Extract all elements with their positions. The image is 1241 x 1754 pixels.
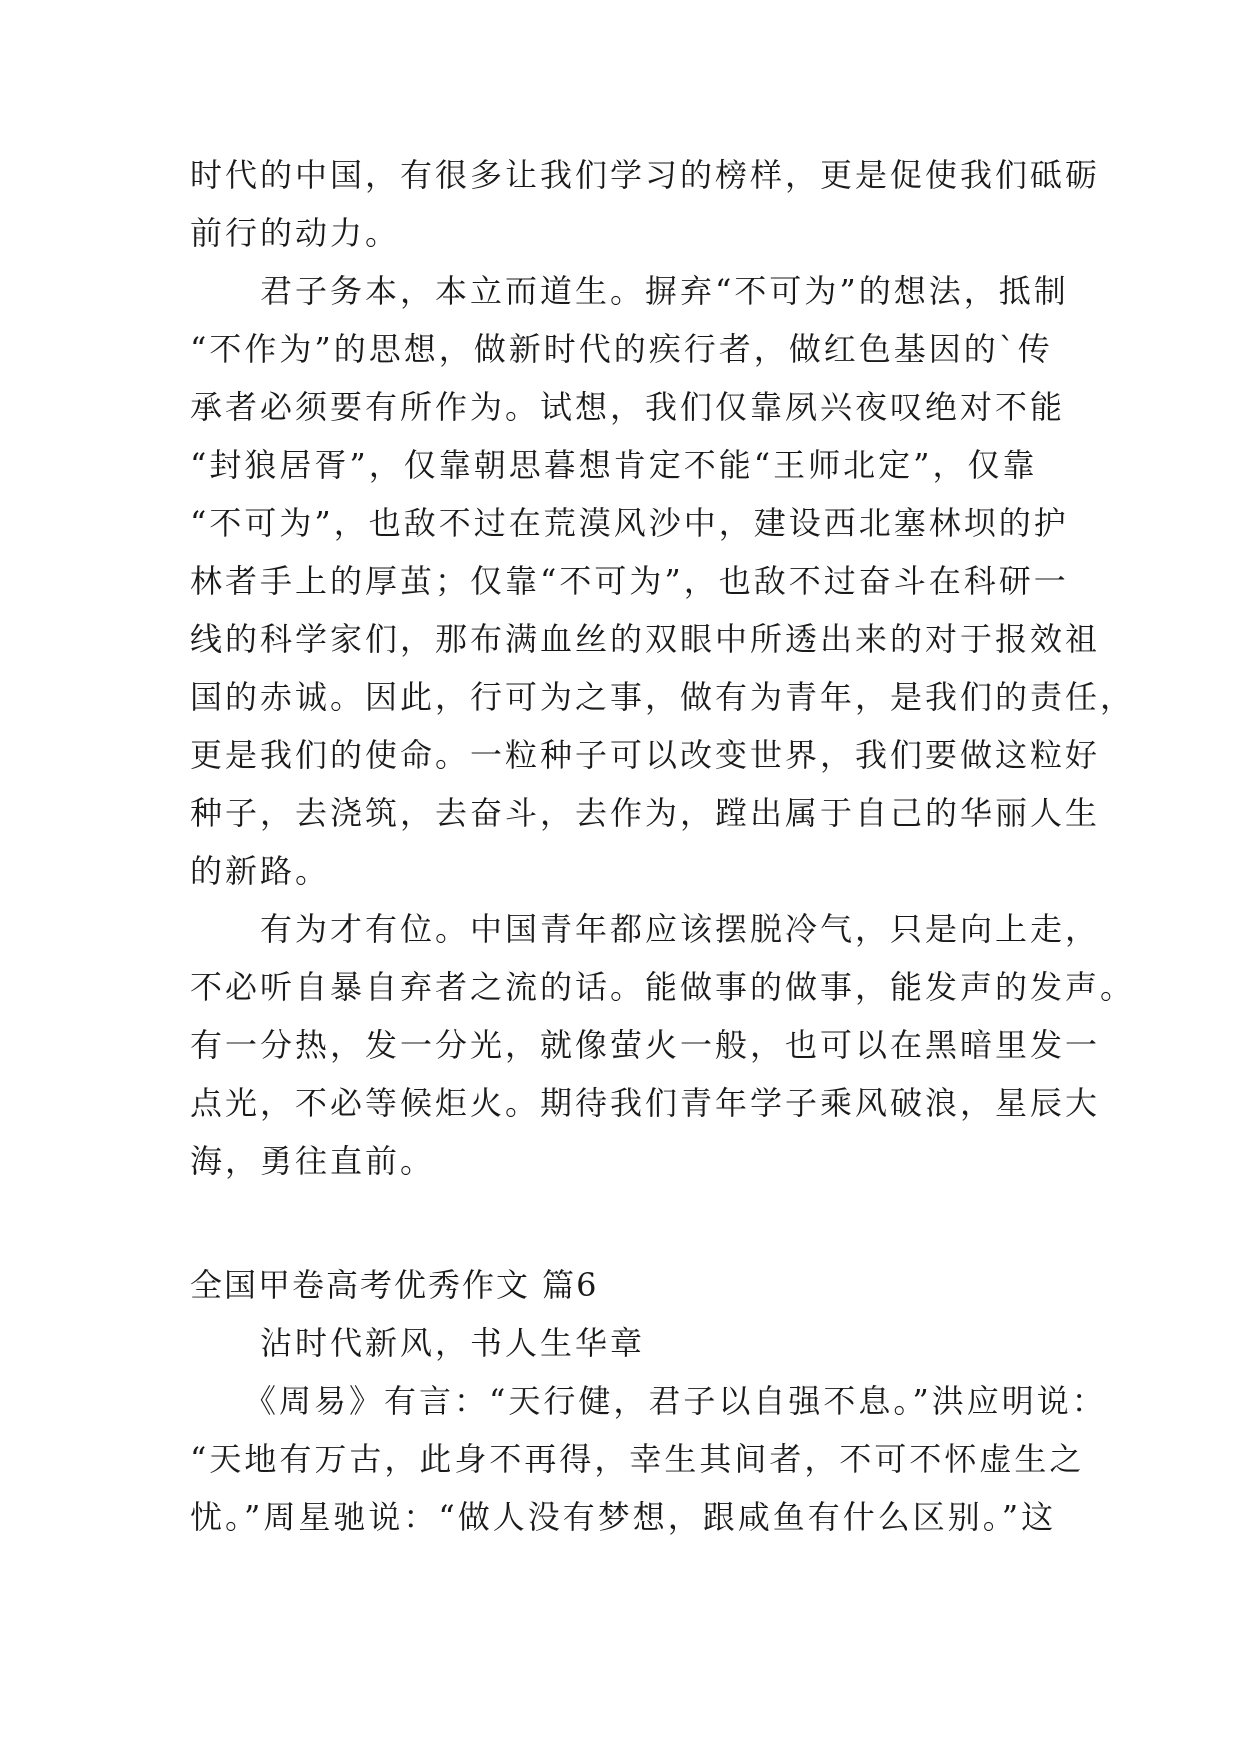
- text-line: 更是我们的使命。一粒种子可以改变世界，我们要做这粒好: [190, 736, 1101, 774]
- text-line: 君子务本，本立而道生。摒弃“不可为”的想法，抵制: [190, 272, 1069, 310]
- text-line: 线的科学家们，那布满血丝的双眼中所透出来的对于报效祖: [190, 620, 1101, 658]
- text-line: “不可为”，也敌不过在荒漠风沙中，建设西北塞林坝的护: [190, 504, 1069, 542]
- text-line: 国的赤诚。因此，行可为之事，做有为青年，是我们的责任，: [190, 678, 1136, 716]
- text-line: 有一分热，发一分光，就像萤火一般，也可以在黑暗里发一: [190, 1026, 1101, 1064]
- text-line: “不作为”的思想，做新时代的疾行者，做红色基因的`传: [190, 330, 1053, 368]
- essay-title: 沾时代新风，书人生华章: [190, 1324, 646, 1362]
- text-line: 前行的动力。: [190, 214, 401, 252]
- text-line: 的新路。: [190, 852, 331, 890]
- text-line: 忧。”周星驰说：“做人没有梦想，跟咸鱼有什么区别。”这: [190, 1498, 1057, 1536]
- text-line: 林者手上的厚茧；仅靠“不可为”，也敌不过奋斗在科研一: [190, 562, 1069, 600]
- section-heading: 全国甲卷高考优秀作文 篇6: [190, 1266, 599, 1304]
- text-line: 有为才有位。中国青年都应该摆脱冷气，只是向上走，: [190, 910, 1101, 948]
- text-line: “封狼居胥”，仅靠朝思暮想肯定不能“王师北定”，仅靠: [190, 446, 1038, 484]
- text-line: 不必听自暴自弃者之流的话。能做事的做事，能发声的发声。: [190, 968, 1136, 1006]
- text-line: 时代的中国，有很多让我们学习的榜样，更是促使我们砥砺: [190, 156, 1101, 194]
- text-line: 海，勇往直前。: [190, 1142, 436, 1180]
- text-line: 点光，不必等候炬火。期待我们青年学子乘风破浪，星辰大: [190, 1084, 1101, 1122]
- text-line: 种子，去浇筑，去奋斗，去作为，蹚出属于自己的华丽人生: [190, 794, 1101, 832]
- text-line: 承者必须要有所作为。试想，我们仅靠夙兴夜叹绝对不能: [190, 388, 1066, 426]
- text-line: 《周易》有言：“天行健，君子以自强不息。”洪应明说：: [190, 1382, 1107, 1420]
- text-line: “天地有万古，此身不再得，幸生其间者，不可不怀虚生之: [190, 1440, 1085, 1478]
